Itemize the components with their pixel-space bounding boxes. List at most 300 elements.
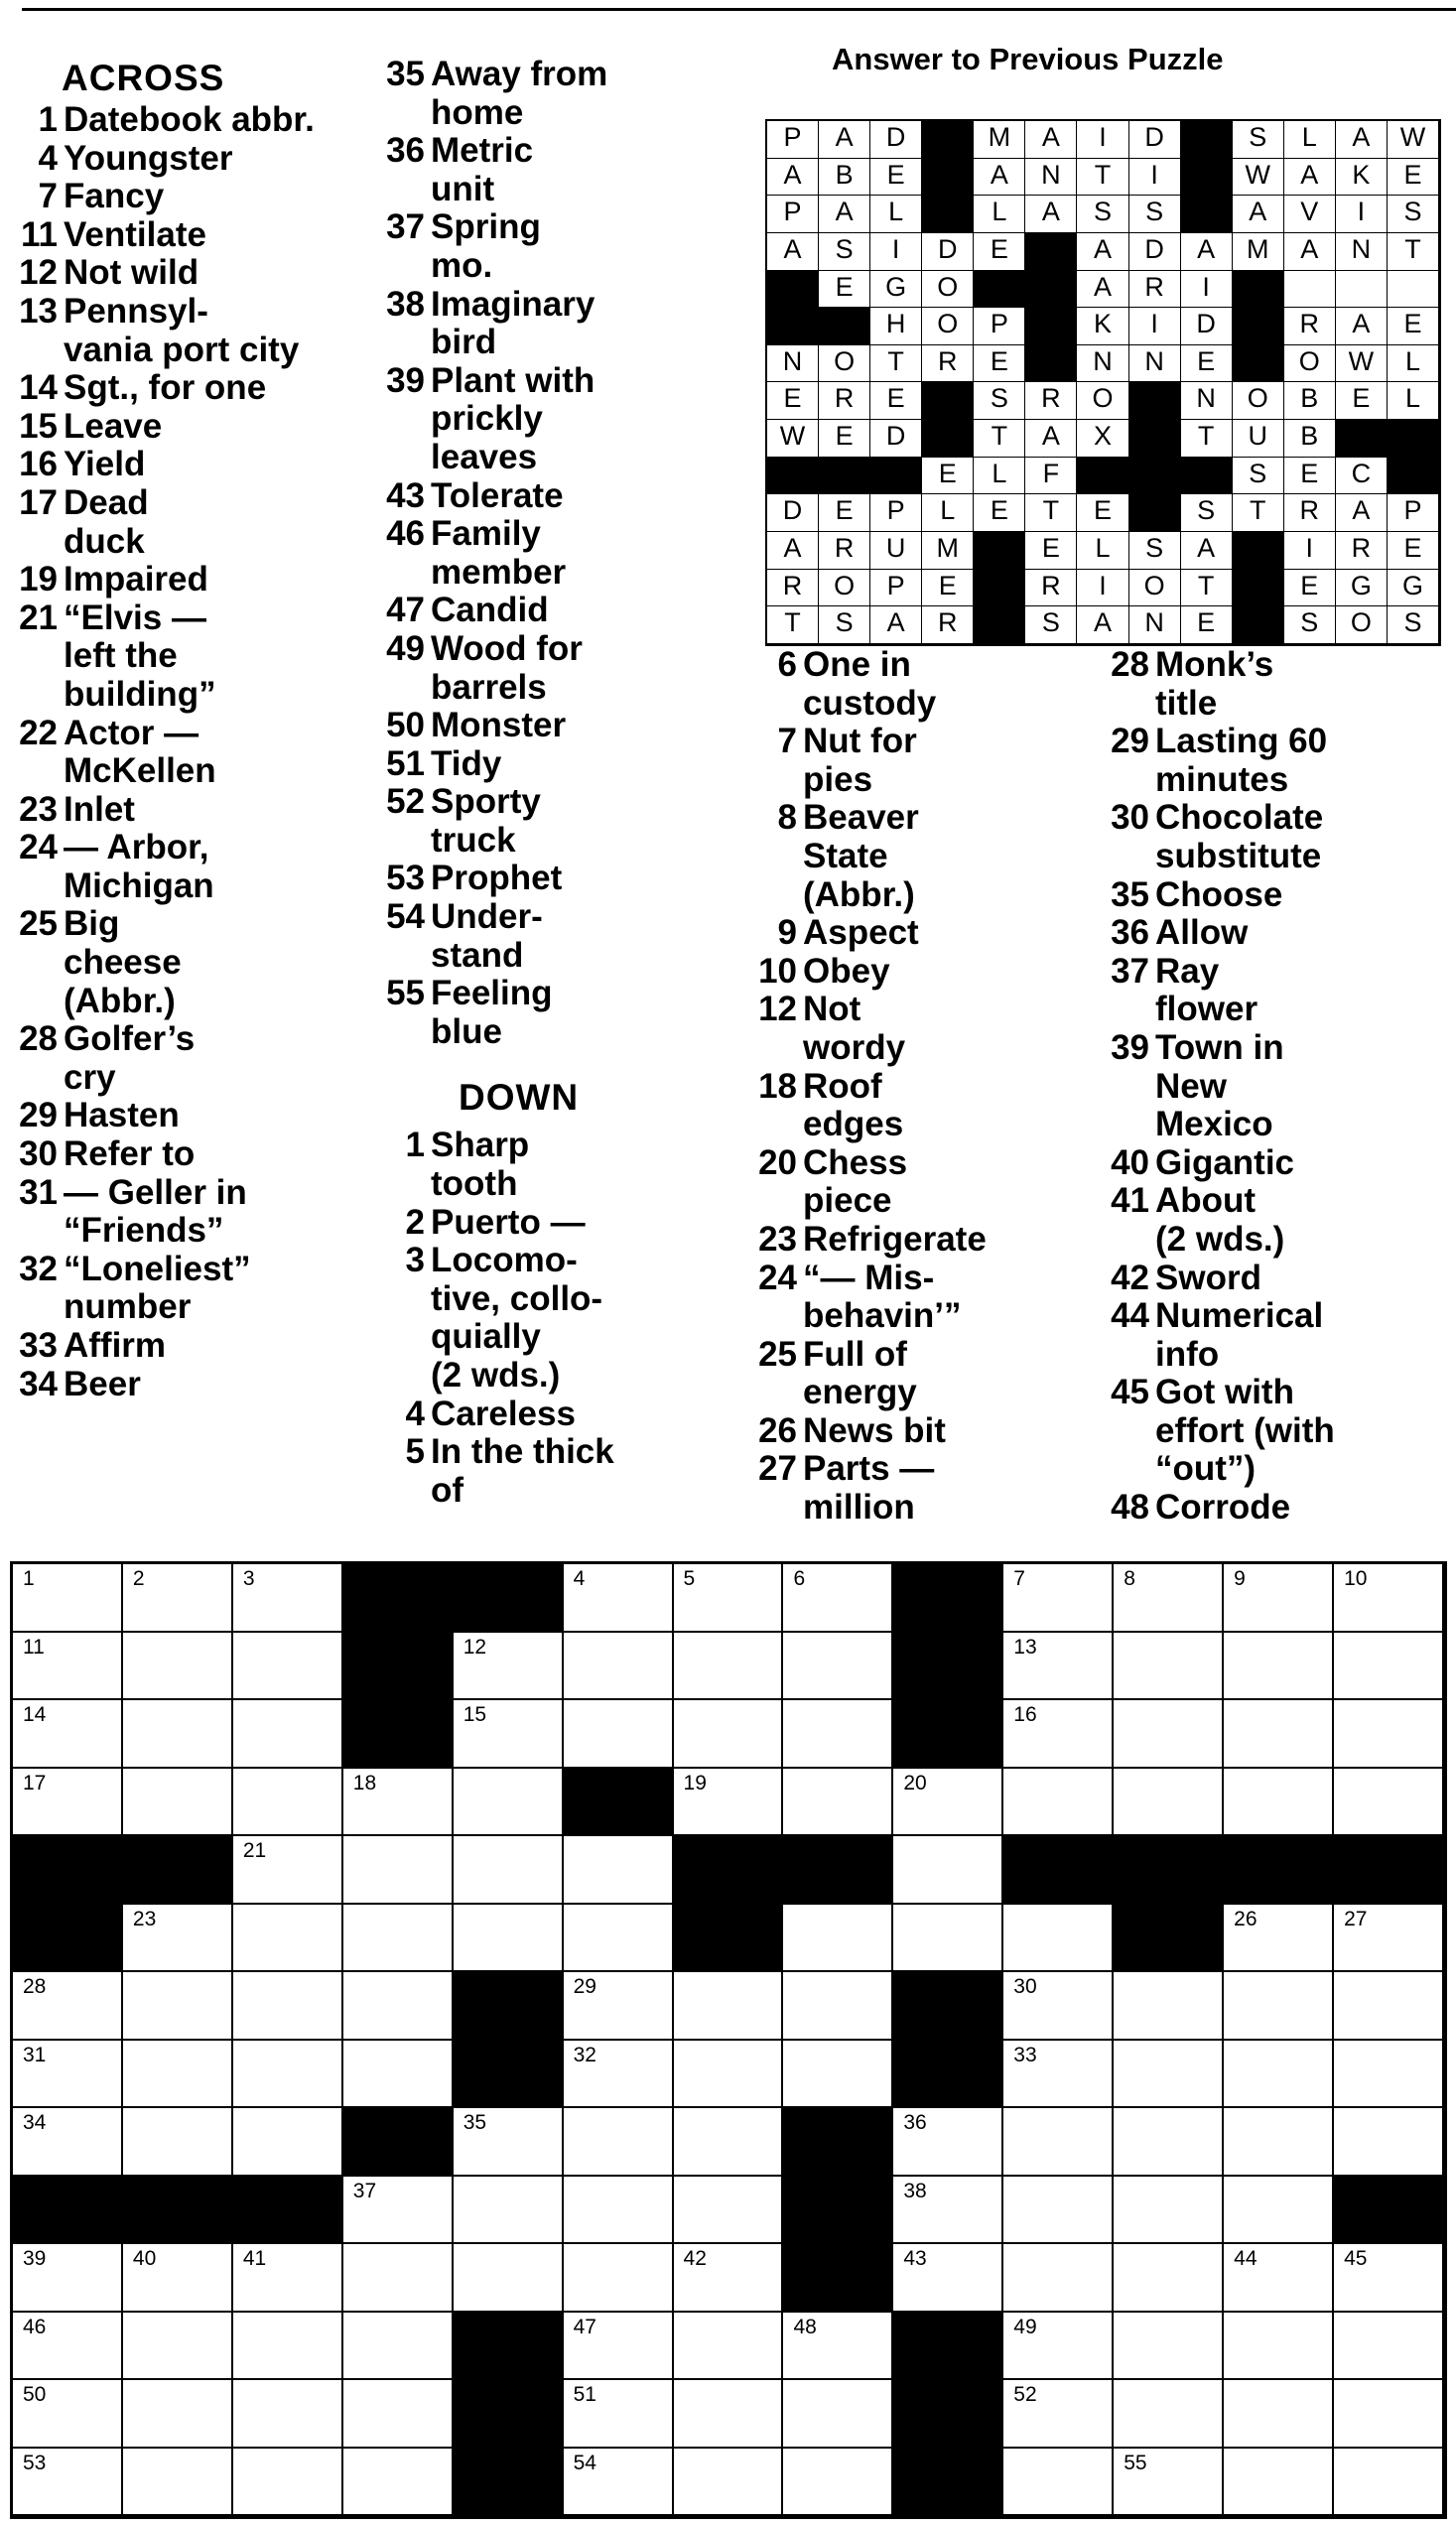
grid-cell[interactable] xyxy=(1114,1769,1224,1837)
answer-letter: S xyxy=(1233,121,1284,159)
clue-item xyxy=(367,477,729,516)
answer-letter: E xyxy=(870,382,922,420)
answer-letter: A xyxy=(819,196,870,233)
clue-number: 36 xyxy=(386,131,425,171)
grid-cell[interactable] xyxy=(1003,1769,1114,1837)
grid-cell[interactable] xyxy=(564,1905,674,1973)
answer-letter: G xyxy=(1388,570,1439,607)
black-square xyxy=(1129,458,1181,495)
clue-text: Under- stand xyxy=(431,897,543,975)
answer-letter: M xyxy=(1233,233,1284,271)
grid-cell[interactable] xyxy=(783,1769,893,1837)
grid-cell[interactable] xyxy=(1224,1633,1334,1701)
clue-number: 39 xyxy=(1111,1027,1149,1067)
answer-letter: L xyxy=(1284,121,1336,159)
grid-cell[interactable] xyxy=(564,2313,674,2381)
cell-number: 46 xyxy=(23,2315,47,2338)
grid-cell[interactable] xyxy=(1224,2380,1334,2449)
answer-letter: I xyxy=(1129,159,1181,197)
black-square xyxy=(893,1633,1003,1701)
grid-cell[interactable] xyxy=(674,1700,784,1769)
grid-cell[interactable] xyxy=(13,2380,123,2449)
clue-item xyxy=(367,592,729,630)
grid-cell[interactable] xyxy=(674,2244,784,2313)
clue-text: Yield xyxy=(64,445,146,484)
clue-text: Tolerate xyxy=(431,475,564,515)
grid-cell[interactable] xyxy=(233,2313,343,2381)
answer-letter: L xyxy=(974,196,1025,233)
grid-cell[interactable] xyxy=(893,1769,1003,1837)
down-clue-list xyxy=(367,1127,729,1510)
cell-number: 37 xyxy=(352,2179,377,2202)
grid-cell[interactable] xyxy=(674,2108,784,2177)
grid-cell[interactable] xyxy=(233,1633,343,1701)
grid-cell[interactable] xyxy=(343,1769,454,1837)
answer-letter: T xyxy=(1025,494,1077,532)
grid-cell[interactable] xyxy=(564,1564,674,1633)
clue-item xyxy=(1092,914,1456,953)
grid-cell[interactable] xyxy=(233,2449,343,2517)
grid-cell[interactable] xyxy=(1003,1905,1114,1973)
grid-cell[interactable] xyxy=(13,1972,123,2041)
answer-letter: R xyxy=(1025,570,1077,607)
black-square xyxy=(13,1905,123,1973)
grid-cell[interactable] xyxy=(123,1905,233,1973)
clue-item xyxy=(1092,799,1456,875)
clue-item xyxy=(1092,1144,1456,1183)
grid-cell[interactable] xyxy=(1003,2380,1114,2449)
answer-letter: E xyxy=(1388,532,1439,570)
answer-letter: R xyxy=(1284,308,1336,345)
grid-cell[interactable] xyxy=(564,2177,674,2245)
grid-cell[interactable] xyxy=(13,1633,123,1701)
clue-item xyxy=(367,1127,729,1203)
grid-cell[interactable] xyxy=(123,2041,233,2109)
grid-cell[interactable] xyxy=(123,2380,233,2449)
clue-number: 25 xyxy=(19,904,58,944)
grid-cell[interactable] xyxy=(454,2108,564,2177)
grid-cell[interactable] xyxy=(1003,2449,1114,2517)
clue-number: 17 xyxy=(19,482,58,522)
grid-cell[interactable] xyxy=(783,2449,893,2517)
clue-number: 14 xyxy=(19,368,58,408)
grid-cell[interactable] xyxy=(674,1769,784,1837)
clue-number: 37 xyxy=(1111,951,1149,991)
clue-item xyxy=(367,1242,729,1395)
grid-cell[interactable] xyxy=(1224,1700,1334,1769)
grid-cell[interactable] xyxy=(123,1633,233,1701)
black-square xyxy=(1388,458,1439,495)
clue-item xyxy=(1092,876,1456,915)
grid-cell[interactable] xyxy=(233,1564,343,1633)
grid-cell[interactable] xyxy=(674,2041,784,2109)
answer-letter xyxy=(1388,271,1439,309)
black-square xyxy=(1233,271,1284,309)
grid-cell[interactable] xyxy=(674,1633,784,1701)
answer-letter: E xyxy=(974,494,1025,532)
black-square xyxy=(564,1769,674,1837)
clue-text: “— Mis- behavin’” xyxy=(803,1258,962,1336)
grid-cell[interactable] xyxy=(1334,2041,1444,2109)
clue-number: 40 xyxy=(1111,1142,1149,1182)
grid-cell[interactable] xyxy=(1003,2313,1114,2381)
grid-cell[interactable] xyxy=(1334,1905,1444,1973)
clue-text: Beer xyxy=(64,1364,141,1403)
black-square xyxy=(454,2380,564,2449)
answer-letter: D xyxy=(767,494,819,532)
grid-cell[interactable] xyxy=(454,1836,564,1905)
black-square xyxy=(1003,1836,1114,1905)
black-square xyxy=(1336,420,1388,458)
grid-cell[interactable] xyxy=(783,1905,893,1973)
grid-cell[interactable] xyxy=(233,2244,343,2313)
cell-number: 41 xyxy=(242,2247,267,2270)
answer-letter: O xyxy=(819,570,870,607)
grid-cell[interactable] xyxy=(1003,1633,1114,1701)
grid-cell[interactable] xyxy=(1114,2380,1224,2449)
grid-cell[interactable] xyxy=(674,1564,784,1633)
cell-number: 47 xyxy=(573,2315,596,2338)
clue-item xyxy=(739,991,1087,1067)
clue-item xyxy=(1092,1182,1456,1259)
grid-cell[interactable] xyxy=(1114,2244,1224,2313)
grid-cell[interactable] xyxy=(1114,2108,1224,2177)
clue-text: — Geller in “Friends” xyxy=(64,1172,247,1251)
grid-cell[interactable] xyxy=(123,2313,233,2381)
grid-cell[interactable] xyxy=(564,1633,674,1701)
grid-cell[interactable] xyxy=(343,2041,454,2109)
answer-letter: E xyxy=(819,271,870,309)
grid-cell[interactable] xyxy=(1224,2177,1334,2245)
answer-letter: R xyxy=(1284,494,1336,532)
grid-cell[interactable] xyxy=(343,2380,454,2449)
grid-cell[interactable] xyxy=(564,1836,674,1905)
grid-cell[interactable] xyxy=(783,2313,893,2381)
grid-cell[interactable] xyxy=(123,2449,233,2517)
clue-text: Golfer’s cry xyxy=(64,1019,196,1097)
grid-cell[interactable] xyxy=(893,1836,1003,1905)
grid-cell[interactable] xyxy=(1003,1700,1114,1769)
grid-cell[interactable] xyxy=(564,2449,674,2517)
clue-text: Ventilate xyxy=(64,214,206,254)
grid-cell[interactable] xyxy=(123,1769,233,1837)
grid-cell[interactable] xyxy=(233,1769,343,1837)
grid-cell[interactable] xyxy=(674,1972,784,2041)
grid-cell[interactable] xyxy=(1003,2177,1114,2245)
grid-cell[interactable] xyxy=(674,2380,784,2449)
grid-cell[interactable] xyxy=(674,2449,784,2517)
clue-text: Fancy xyxy=(64,177,165,216)
clue-text: “Elvis — left the building” xyxy=(64,598,216,714)
cell-number: 5 xyxy=(683,1567,696,1590)
clue-item xyxy=(739,914,1087,953)
grid-cell[interactable] xyxy=(454,2244,564,2313)
grid-cell[interactable] xyxy=(454,2177,564,2245)
cell-number: 15 xyxy=(463,1703,487,1726)
clue-number: 48 xyxy=(1111,1488,1149,1528)
clue-text: Datebook abbr. xyxy=(64,100,315,139)
grid-cell[interactable] xyxy=(123,1700,233,1769)
clue-item xyxy=(367,783,729,860)
grid-cell[interactable] xyxy=(233,1972,343,2041)
clue-text: Big cheese (Abbr.) xyxy=(64,904,182,1020)
answer-letter: L xyxy=(1388,345,1439,383)
clue-number: 11 xyxy=(21,214,58,254)
cell-number: 18 xyxy=(352,1771,377,1794)
grid-cell[interactable] xyxy=(1224,1905,1334,1973)
grid-cell[interactable] xyxy=(233,2380,343,2449)
black-square xyxy=(1129,494,1181,532)
grid-cell[interactable] xyxy=(783,1700,893,1769)
grid-cell[interactable] xyxy=(564,2108,674,2177)
answer-letter: A xyxy=(974,159,1025,197)
grid-cell[interactable] xyxy=(783,2380,893,2449)
clue-number: 50 xyxy=(386,706,425,745)
clue-item xyxy=(0,791,362,830)
clue-item xyxy=(0,484,362,561)
grid-cell[interactable] xyxy=(1003,1972,1114,2041)
answer-letter: S xyxy=(1284,606,1336,644)
answer-letter: N xyxy=(1025,159,1077,197)
grid-cell[interactable] xyxy=(1224,1769,1334,1837)
grid-cell[interactable] xyxy=(783,1564,893,1633)
grid-cell[interactable] xyxy=(123,2108,233,2177)
answer-letter: E xyxy=(1284,570,1336,607)
cell-number: 10 xyxy=(1344,1567,1368,1590)
clue-item xyxy=(1092,953,1456,1029)
grid-cell[interactable] xyxy=(454,1905,564,1973)
grid-cell[interactable] xyxy=(564,1700,674,1769)
cell-number: 45 xyxy=(1344,2247,1368,2270)
grid-cell[interactable] xyxy=(13,2313,123,2381)
clue-number: 42 xyxy=(1111,1258,1149,1297)
grid-cell[interactable] xyxy=(783,1633,893,1701)
grid-cell[interactable] xyxy=(343,1905,454,1973)
clue-item xyxy=(367,1204,729,1243)
answer-letter: B xyxy=(1284,382,1336,420)
grid-cell[interactable] xyxy=(233,2108,343,2177)
grid-cell[interactable] xyxy=(1334,1972,1444,2041)
black-square xyxy=(974,271,1025,309)
clue-number: 12 xyxy=(758,990,797,1029)
grid-cell[interactable] xyxy=(564,2244,674,2313)
answer-letter: S xyxy=(1181,494,1233,532)
grid-cell[interactable] xyxy=(1334,2108,1444,2177)
clue-item xyxy=(1092,1297,1456,1374)
grid-cell[interactable] xyxy=(343,1972,454,2041)
grid-cell[interactable] xyxy=(233,1836,343,1905)
grid-cell[interactable] xyxy=(1003,2108,1114,2177)
black-square xyxy=(783,2244,893,2313)
grid-cell[interactable] xyxy=(1224,1972,1334,2041)
grid-cell[interactable] xyxy=(1224,2041,1334,2109)
grid-cell[interactable] xyxy=(1003,2041,1114,2109)
grid-cell[interactable] xyxy=(343,2244,454,2313)
black-square xyxy=(674,1905,784,1973)
clue-text: — Arbor, Michigan xyxy=(64,828,214,905)
clue-number: 4 xyxy=(38,138,58,178)
clue-item xyxy=(367,1433,729,1510)
grid-cell[interactable] xyxy=(564,1972,674,2041)
grid-cell[interactable] xyxy=(1224,2313,1334,2381)
answer-letter: N xyxy=(1129,345,1181,383)
answer-letter: O xyxy=(922,308,974,345)
grid-cell[interactable] xyxy=(1003,1564,1114,1633)
grid-cell[interactable] xyxy=(454,1769,564,1837)
answer-letter: L xyxy=(870,196,922,233)
black-square xyxy=(1224,1836,1334,1905)
clue-text: Pennsyl- vania port city xyxy=(64,291,300,369)
grid-cell[interactable] xyxy=(1003,2244,1114,2313)
clue-number: 7 xyxy=(38,177,58,216)
grid-cell[interactable] xyxy=(674,2313,784,2381)
grid-cell[interactable] xyxy=(893,2244,1003,2313)
grid-cell[interactable] xyxy=(783,2041,893,2109)
grid-cell[interactable] xyxy=(1224,2108,1334,2177)
grid-cell[interactable] xyxy=(1114,1633,1224,1701)
grid-cell[interactable] xyxy=(1334,2380,1444,2449)
grid-cell[interactable] xyxy=(1114,2177,1224,2245)
black-square xyxy=(819,458,870,495)
cell-number: 17 xyxy=(23,1771,47,1794)
grid-cell[interactable] xyxy=(13,1769,123,1837)
black-square xyxy=(767,308,819,345)
grid-cell[interactable] xyxy=(13,2041,123,2109)
grid-cell[interactable] xyxy=(13,2244,123,2313)
grid-cell[interactable] xyxy=(343,2313,454,2381)
grid-cell[interactable] xyxy=(1334,1564,1444,1633)
grid-cell[interactable] xyxy=(123,2244,233,2313)
grid-cell[interactable] xyxy=(783,1972,893,2041)
answer-letter: D xyxy=(922,233,974,271)
clue-item xyxy=(0,1097,362,1135)
black-square xyxy=(870,458,922,495)
answer-letter: G xyxy=(1336,570,1388,607)
grid-cell[interactable] xyxy=(343,2177,454,2245)
black-square xyxy=(1233,606,1284,644)
clue-text: Actor — McKellen xyxy=(64,713,216,791)
clue-number: 54 xyxy=(386,897,425,937)
answer-letter: S xyxy=(1025,606,1077,644)
clue-number: 49 xyxy=(386,628,425,668)
grid-cell[interactable] xyxy=(1224,2244,1334,2313)
clue-text: Imaginary bird xyxy=(431,284,596,362)
answer-letter: A xyxy=(1336,308,1388,345)
answer-letter: L xyxy=(1388,382,1439,420)
grid-cell[interactable] xyxy=(893,1905,1003,1973)
grid-cell[interactable] xyxy=(1114,1972,1224,2041)
grid-cell[interactable] xyxy=(123,1972,233,2041)
answer-letter: W xyxy=(1233,159,1284,197)
answer-letter: A xyxy=(1077,606,1128,644)
grid-cell[interactable] xyxy=(564,2380,674,2449)
grid-cell[interactable] xyxy=(674,2177,784,2245)
answer-letter: A xyxy=(1336,494,1388,532)
grid-cell[interactable] xyxy=(233,2041,343,2109)
answer-letter: R xyxy=(1129,271,1181,309)
grid-cell[interactable] xyxy=(1334,1633,1444,1701)
answer-letter: A xyxy=(1077,233,1128,271)
clue-number: 7 xyxy=(777,722,797,761)
grid-cell[interactable] xyxy=(13,2449,123,2517)
clue-number: 3 xyxy=(405,1241,425,1280)
answer-letter: I xyxy=(1077,570,1128,607)
answer-letter: N xyxy=(1077,345,1128,383)
grid-cell[interactable] xyxy=(1224,1564,1334,1633)
grid-cell[interactable] xyxy=(1224,2449,1334,2517)
grid-cell[interactable] xyxy=(1334,1769,1444,1837)
grid-cell[interactable] xyxy=(454,1633,564,1701)
grid-cell[interactable] xyxy=(1114,1564,1224,1633)
grid-cell[interactable] xyxy=(1334,2244,1444,2313)
clue-text: Family member xyxy=(431,514,567,592)
clue-number: 21 xyxy=(19,598,58,637)
clue-item xyxy=(1092,1260,1456,1298)
answer-letter: A xyxy=(1233,196,1284,233)
grid-cell[interactable] xyxy=(1334,2449,1444,2517)
clue-item xyxy=(0,1327,362,1366)
black-square xyxy=(922,159,974,197)
grid-cell[interactable] xyxy=(343,1836,454,1905)
grid-cell[interactable] xyxy=(233,1700,343,1769)
grid-cell[interactable] xyxy=(1114,1700,1224,1769)
cell-number: 33 xyxy=(1013,2043,1037,2066)
grid-cell[interactable] xyxy=(1114,2041,1224,2109)
cell-number: 16 xyxy=(1013,1703,1037,1726)
answer-letter: X xyxy=(1077,420,1128,458)
answer-letter: A xyxy=(1181,233,1233,271)
grid-cell[interactable] xyxy=(343,2449,454,2517)
answer-letter: B xyxy=(1284,420,1336,458)
clue-item xyxy=(367,132,729,208)
black-square xyxy=(893,1700,1003,1769)
cell-number: 38 xyxy=(903,2179,927,2202)
grid-cell[interactable] xyxy=(123,1564,233,1633)
grid-cell[interactable] xyxy=(454,1700,564,1769)
grid-cell[interactable] xyxy=(893,2177,1003,2245)
black-square xyxy=(922,420,974,458)
grid-cell[interactable] xyxy=(1114,2449,1224,2517)
grid-cell[interactable] xyxy=(1114,2313,1224,2381)
answer-letter: E xyxy=(974,233,1025,271)
clue-item xyxy=(0,293,362,369)
grid-cell[interactable] xyxy=(1334,2313,1444,2381)
grid-cell[interactable] xyxy=(13,1700,123,1769)
answer-letter: L xyxy=(1077,532,1128,570)
answer-letter: T xyxy=(1233,494,1284,532)
answer-letter: T xyxy=(974,420,1025,458)
down-column-3 xyxy=(739,646,1087,1528)
grid-cell[interactable] xyxy=(13,2108,123,2177)
grid-cell[interactable] xyxy=(564,2041,674,2109)
black-square xyxy=(13,2177,123,2245)
answer-letter: R xyxy=(819,532,870,570)
clue-number: 33 xyxy=(19,1326,58,1365)
black-square xyxy=(1233,345,1284,383)
grid-cell[interactable] xyxy=(13,1564,123,1633)
grid-cell[interactable] xyxy=(233,1905,343,1973)
grid-cell[interactable] xyxy=(1334,1700,1444,1769)
black-square xyxy=(922,196,974,233)
answer-letter: N xyxy=(1181,382,1233,420)
grid-cell[interactable] xyxy=(893,2108,1003,2177)
clue-text: Sgt., for one xyxy=(64,368,267,408)
black-square xyxy=(123,1836,233,1905)
answer-letter: E xyxy=(974,345,1025,383)
answer-letter: U xyxy=(1233,420,1284,458)
clue-item xyxy=(0,829,362,905)
clue-text: Full of energy xyxy=(803,1334,917,1412)
